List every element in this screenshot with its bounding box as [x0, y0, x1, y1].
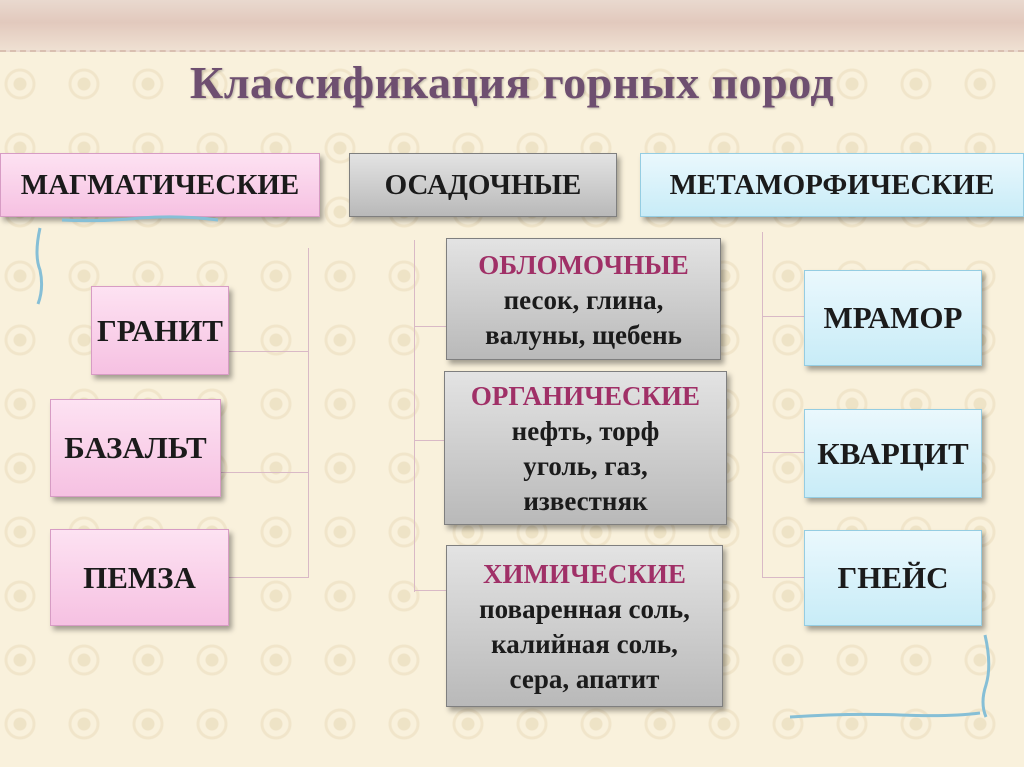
decorative-squiggle-left [30, 200, 220, 310]
connector-metamorphic-1 [762, 316, 804, 317]
connector-igneous-1 [229, 351, 309, 352]
group-organic-name: ОРГАНИЧЕСКИЕ [470, 381, 701, 411]
rock-gneiss-label: ГНЕЙС [837, 560, 949, 595]
rock-gneiss [804, 530, 982, 626]
group-organic-line-2: уголь, газ, [523, 451, 648, 481]
header-sedimentary [349, 153, 617, 217]
rock-quartzite-label: КВАРЦИТ [817, 435, 969, 471]
rock-basalt [50, 399, 221, 497]
group-organic-line-3: известняк [523, 486, 648, 516]
group-chemical-name: ХИМИЧЕСКИЕ [483, 559, 686, 589]
group-chemical-line-1: поваренная соль, [479, 594, 690, 624]
group-chemical [446, 545, 723, 707]
group-clastic-line-1: песок, глина, [503, 284, 664, 315]
rock-basalt-label: БАЗАЛЬТ [64, 430, 207, 465]
rock-pumice [50, 529, 229, 626]
header-igneous-label: МАГМАТИЧЕСКИЕ [20, 168, 300, 201]
connector-sedimentary-trunk [414, 240, 415, 592]
connector-igneous-2 [221, 472, 309, 473]
group-clastic [446, 238, 721, 360]
rock-pumice-label: ПЕМЗА [83, 559, 196, 595]
group-organic-line-1: нефть, торф [511, 416, 660, 446]
connector-sedimentary-1 [414, 326, 446, 327]
connector-igneous-trunk [308, 248, 309, 578]
group-clastic-line-2: валуны, щебень [485, 319, 682, 350]
rock-granite-label: ГРАНИТ [97, 312, 223, 348]
decorative-top-band [0, 0, 1024, 52]
group-chemical-line-2: калийная соль, [491, 629, 678, 659]
header-metamorphic-label: МЕТАМОРФИЧЕСКИЕ [669, 168, 995, 201]
slide-title: Классификация горных пород [189, 57, 835, 108]
group-chemical-line-3: сера, апатит [509, 664, 660, 694]
connector-metamorphic-2 [762, 452, 804, 453]
connector-metamorphic-trunk [762, 232, 763, 578]
connector-igneous-3 [229, 577, 309, 578]
decorative-squiggle-right [780, 625, 1010, 725]
group-organic [444, 371, 727, 525]
header-metamorphic [640, 153, 1024, 217]
rock-quartzite [804, 409, 982, 498]
connector-sedimentary-3 [414, 590, 446, 591]
header-sedimentary-label: ОСАДОЧНЫЕ [384, 168, 582, 201]
rock-marble [804, 270, 982, 366]
connector-metamorphic-3 [762, 577, 804, 578]
rock-marble-label: МРАМОР [823, 300, 963, 335]
connector-sedimentary-2 [414, 440, 444, 441]
group-clastic-name: ОБЛОМОЧНЫЕ [478, 249, 689, 280]
